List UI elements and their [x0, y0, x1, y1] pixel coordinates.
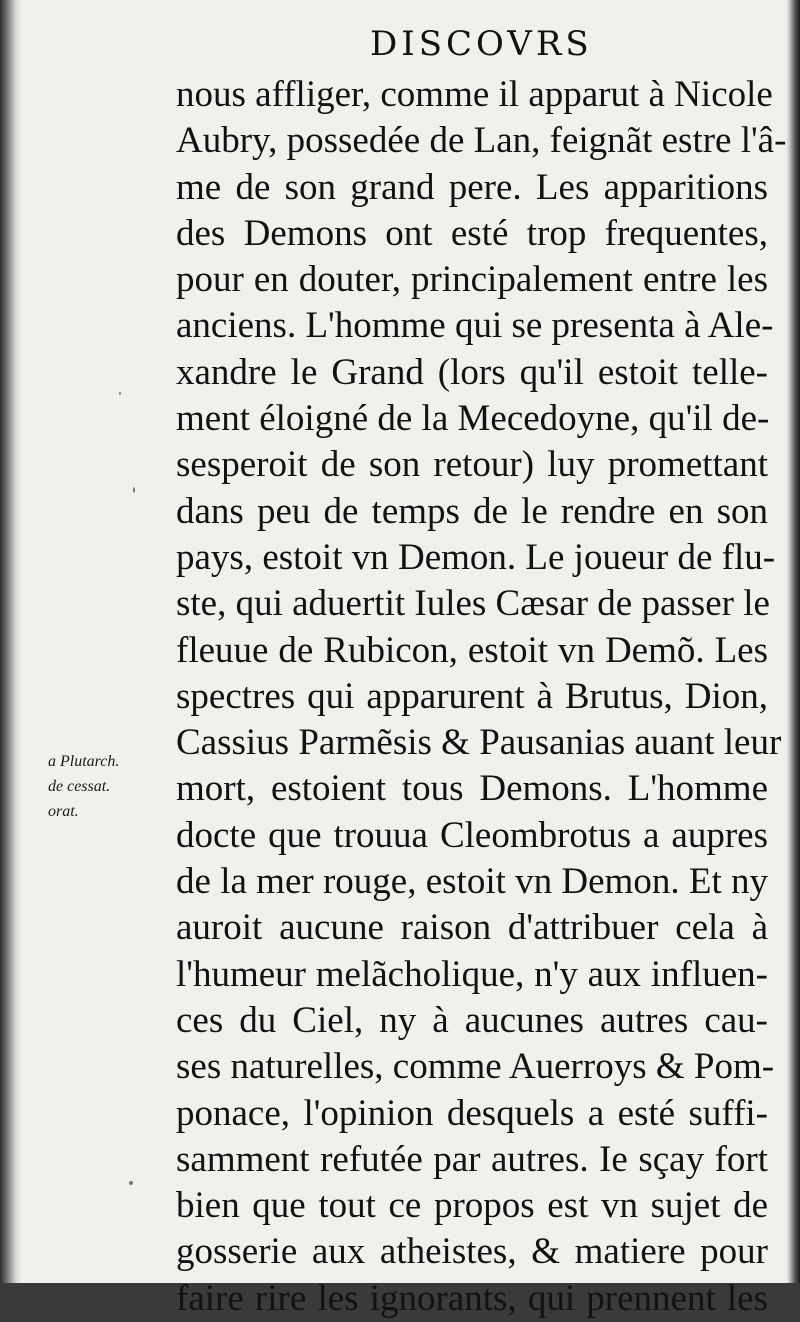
text-line: pays, estoit vn Demon. Le joueur de flu-: [176, 536, 776, 578]
text-line: dans peu de temps de le rendre en son: [176, 490, 768, 532]
text-line: me de son grand pere. Les apparitions: [176, 166, 768, 208]
paper-speck: [119, 392, 121, 395]
paper-speck: [129, 1181, 133, 1185]
text-line: xandre le Grand (lors qu'il estoit telle-: [176, 351, 768, 393]
body-text: [176, 72, 787, 1322]
margin-note-line: a Plutarch.: [48, 753, 120, 770]
margin-note-line: de cessat.: [48, 778, 111, 795]
text-line: mort, estoient tous Demons. L'homme: [176, 768, 768, 810]
text-line: ses naturelles, comme Auerroys & Pom-: [176, 1046, 775, 1088]
text-line: auroit aucune raison d'attribuer cela à: [176, 907, 768, 949]
page-edge-shadow: [786, 0, 800, 1283]
text-line: sesperoit de son retour) luy promettant: [176, 444, 768, 486]
margin-note-line: orat.: [48, 803, 79, 820]
text-line: nous affliger, comme il apparut à Nicole: [176, 74, 773, 115]
page-gutter-shadow: [0, 0, 22, 1283]
text-line: faire rire les ignorants, qui prennent les: [176, 1277, 768, 1319]
text-line: Cassius Parmẽsis & Pausanias auant leur: [176, 722, 782, 764]
margin-note: [48, 749, 173, 824]
text-line: ment éloigné de la Mecedoyne, qu'il de-: [176, 398, 770, 440]
text-line: ste, qui aduertit Iules Cæsar de passer le: [176, 583, 770, 625]
text-line: docte que trouua Cleombrotus a aupres: [176, 814, 768, 856]
text-line: anciens. L'homme qui se presenta à Ale-: [176, 305, 774, 347]
running-title: DISCOVRS: [370, 24, 593, 64]
text-line: l'humeur melãcholique, n'y aux influen-: [176, 953, 768, 995]
paper-speck: [133, 487, 135, 493]
text-line: bien que tout ce propos est vn sujet de: [176, 1185, 768, 1227]
text-line: ponace, l'opinion desquels a esté suffi-: [176, 1092, 768, 1134]
text-line: spectres qui apparurent à Brutus, Dion,: [176, 675, 768, 717]
text-line: samment refutée par autres. Ie sçay fort: [176, 1138, 768, 1180]
text-line: pour en douter, principalement entre les: [176, 259, 768, 301]
text-line: de la mer rouge, estoit vn Demon. Et ny: [176, 861, 768, 903]
text-line: ces du Ciel, ny à aucunes autres cau-: [176, 999, 768, 1041]
text-line: Aubry, possedée de Lan, feignãt estre l'â-: [176, 120, 787, 162]
text-line: des Demons ont esté trop frequentes,: [176, 212, 768, 254]
text-line: fleuue de Rubicon, estoit vn Demõ. Les: [176, 629, 768, 671]
text-line: gosserie aux atheistes, & matiere pour: [176, 1231, 768, 1273]
